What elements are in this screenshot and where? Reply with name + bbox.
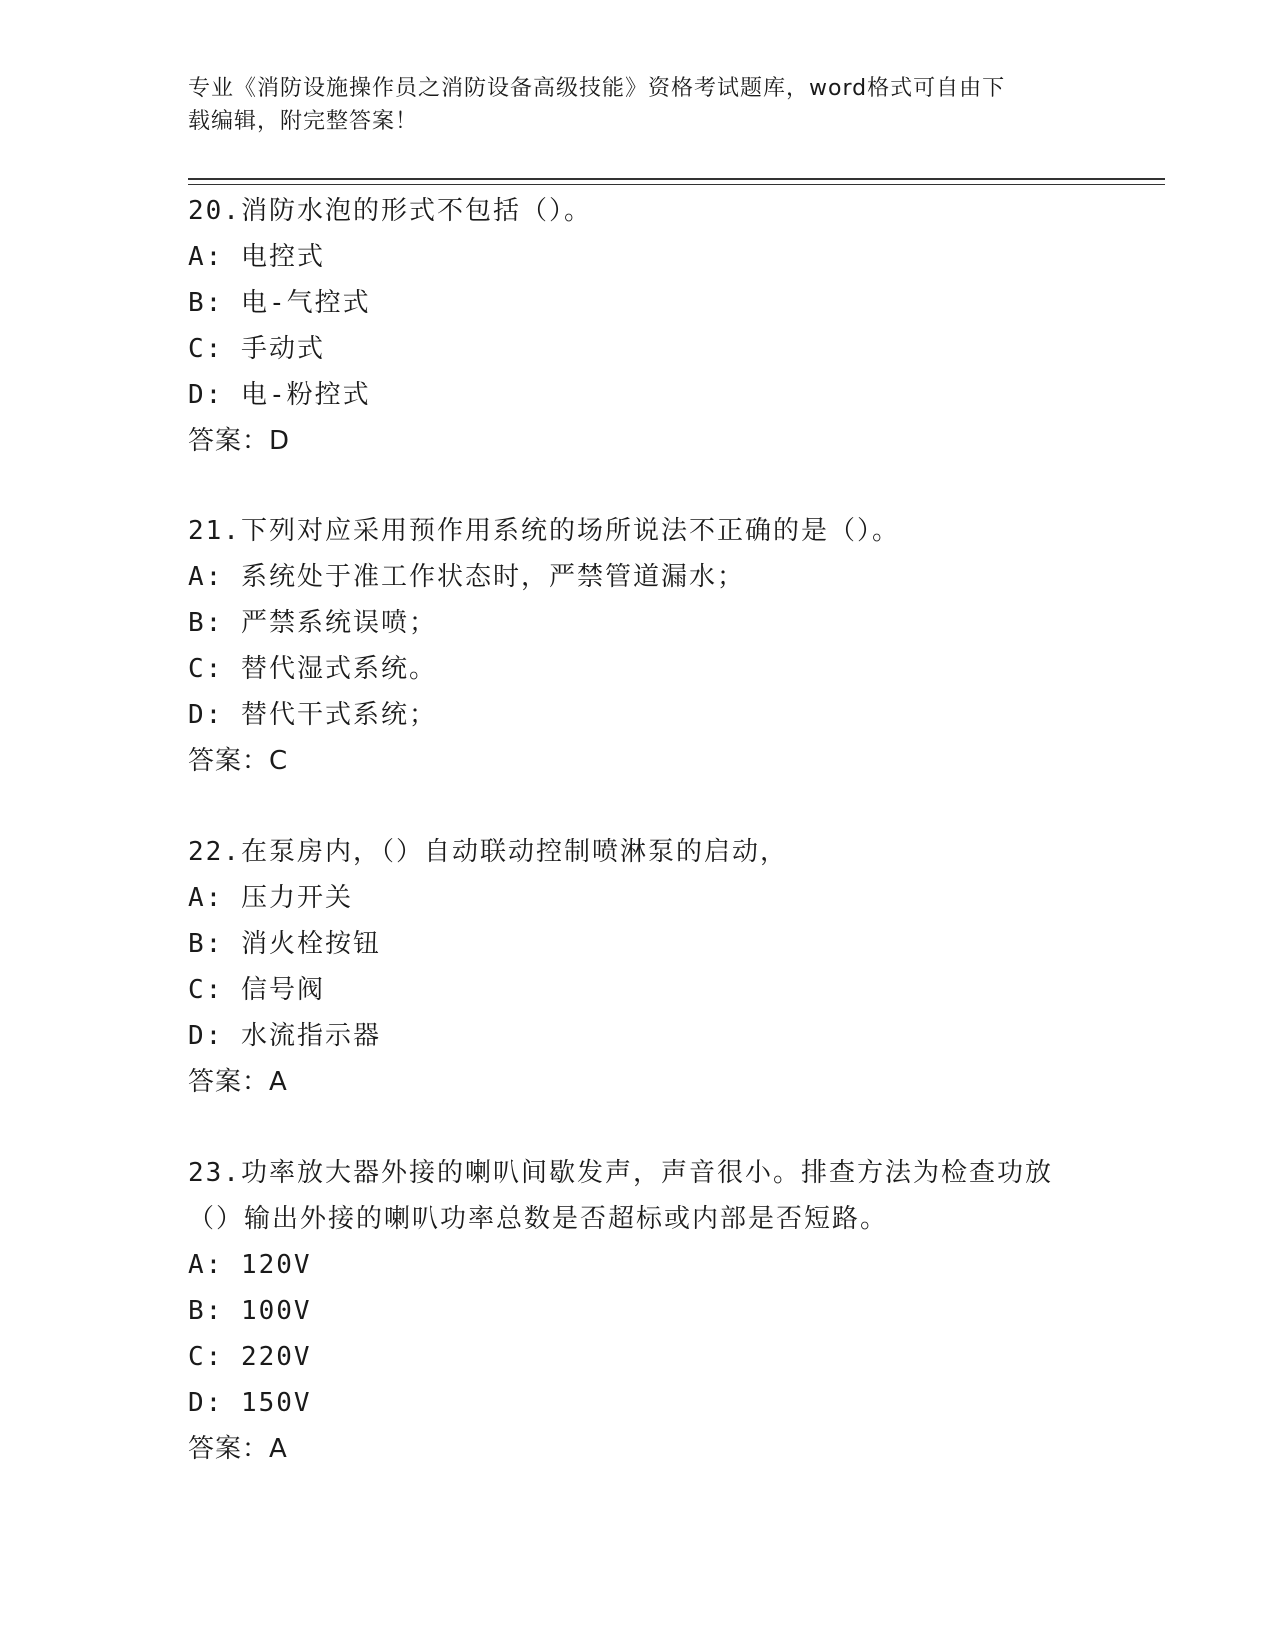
option-a: A: 压力开关 — [188, 883, 353, 913]
answer-label: 答案：D — [188, 426, 291, 456]
option-d: D: 电-粉控式 — [188, 380, 371, 410]
question-21 — [188, 508, 1148, 784]
option-b: B: 消火栓按钮 — [188, 929, 381, 959]
question-23 — [188, 1150, 1148, 1472]
header-divider-thick — [188, 178, 1165, 180]
answer-label: 答案：A — [188, 1067, 288, 1097]
question-stem-line-2: （）输出外接的喇叭功率总数是否超标或内部是否短路。 — [188, 1204, 889, 1234]
answer-label: 答案：C — [188, 746, 289, 776]
option-a: A: 电控式 — [188, 242, 325, 272]
document-header — [188, 72, 1088, 138]
question-stem-line-1: 23.功率放大器外接的喇叭间歇发声，声音很小。排查方法为检查功放 — [188, 1158, 1053, 1188]
option-d: D: 替代干式系统； — [188, 700, 437, 730]
header-line-2: 载编辑，附完整答案！ — [188, 109, 419, 134]
answer-label: 答案：A — [188, 1434, 288, 1464]
option-c: C: 替代湿式系统。 — [188, 654, 437, 684]
option-d: D: 150V — [188, 1388, 312, 1418]
option-b: B: 100V — [188, 1296, 312, 1326]
option-a: A: 120V — [188, 1250, 312, 1280]
option-c: C: 220V — [188, 1342, 312, 1372]
header-divider-thin — [188, 184, 1165, 185]
option-c: C: 手动式 — [188, 334, 325, 364]
option-d: D: 水流指示器 — [188, 1021, 381, 1051]
question-22 — [188, 829, 1148, 1105]
question-20 — [188, 188, 1148, 464]
option-a: A: 系统处于准工作状态时，严禁管道漏水； — [188, 562, 745, 592]
question-stem: 20.消防水泡的形式不包括（）。 — [188, 196, 592, 226]
option-b: B: 电-气控式 — [188, 288, 371, 318]
question-stem: 21.下列对应采用预作用系统的场所说法不正确的是（）。 — [188, 516, 900, 546]
option-c: C: 信号阀 — [188, 975, 325, 1005]
header-line-1: 专业《消防设施操作员之消防设备高级技能》资格考试题库，word格式可自由下 — [188, 76, 1006, 101]
question-stem: 22.在泵房内，（）自动联动控制喷淋泵的启动， — [188, 837, 788, 867]
option-b: B: 严禁系统误喷； — [188, 608, 437, 638]
